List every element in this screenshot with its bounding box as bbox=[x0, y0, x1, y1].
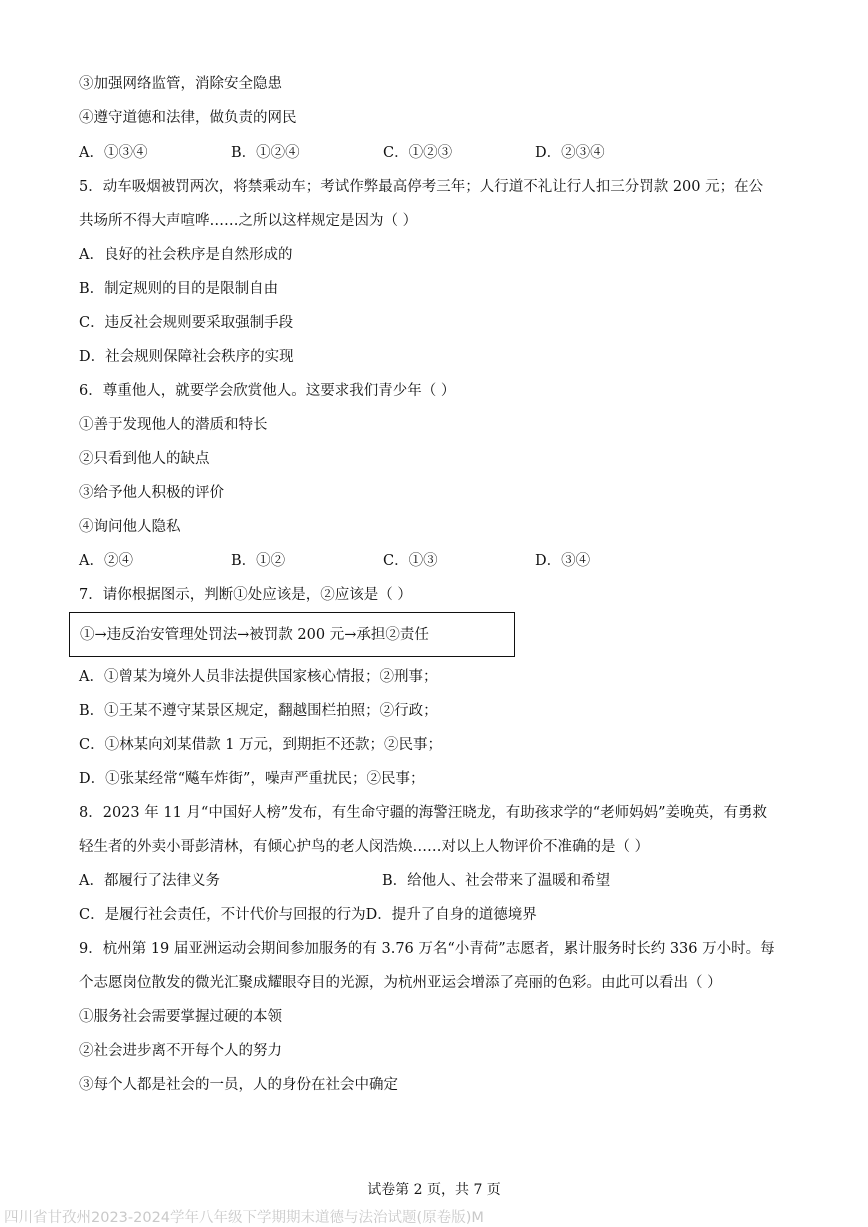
q7-option-c: C．①林某向刘某借款 1 万元，到期拒不还款；②民事； bbox=[79, 737, 443, 753]
option-b: B．①②④ bbox=[231, 145, 300, 161]
q5-option-c: C．违反社会规则要采取强制手段 bbox=[79, 315, 294, 331]
q6-item-4: ④询问他人隐私 bbox=[79, 519, 181, 535]
q9-stem-line2: 个志愿岗位散发的微光汇聚成耀眼夺目的光源，为杭州亚运会增添了亮丽的色彩。由此可以看出（ ） bbox=[79, 975, 722, 991]
q8-options-row1 bbox=[79, 871, 610, 891]
q7-option-d: D．①张某经常“飚车炸街”，噪声严重扰民；②民事； bbox=[79, 771, 425, 787]
q8-options-row2 bbox=[79, 905, 537, 925]
q5-option-d: D．社会规则保障社会秩序的实现 bbox=[79, 349, 294, 365]
document-watermark: 四川省甘孜州2023-2024学年八年级下学期期末道德与法治试题(原卷版)M bbox=[4, 1210, 484, 1226]
q7-option-b: B．①王某不遵守某景区规定，翻越围栏拍照；②行政； bbox=[79, 703, 438, 719]
q7-diagram-box bbox=[69, 612, 515, 657]
q5-stem-line1: 5．动车吸烟被罚两次，将禁乘动车；考试作弊最高停考三年；人行道不礼让行人扣三分罚款 200 元；在公 bbox=[79, 179, 764, 195]
option-a: A．②④ bbox=[79, 553, 133, 569]
option-c: C．①③ bbox=[383, 553, 438, 569]
option-b: B．①② bbox=[231, 553, 286, 569]
item-4: ④遵守道德和法律，做负责的网民 bbox=[79, 110, 297, 126]
q7-option-a: A．①曾某为境外人员非法提供国家核心情报；②刑事； bbox=[79, 669, 438, 685]
page-footer: 试卷第 2 页，共 7 页 bbox=[367, 1182, 501, 1198]
q7-diagram-text: ①→违反治安管理处罚法→被罚款 200 元→承担②责任 bbox=[80, 627, 429, 643]
option-b: B．给他人、社会带来了温暖和希望 bbox=[382, 873, 611, 889]
q7-stem: 7．请你根据图示，判断①处应该是，②应该是（ ） bbox=[79, 587, 412, 603]
option-d: D．②③④ bbox=[535, 145, 605, 161]
q9-item-2: ②社会进步离不开每个人的努力 bbox=[79, 1043, 282, 1059]
option-d: D．提升了自身的道德境界 bbox=[365, 907, 537, 923]
q4-options bbox=[79, 143, 605, 163]
q9-stem-line1: 9．杭州第 19 届亚洲运动会期间参加服务的有 3.76 万名“小青荷”志愿者，累计服务时长约 336 万小时。每 bbox=[79, 941, 775, 957]
q8-stem-line1: 8．2023 年 11 月“中国好人榜”发布，有生命守疆的海警汪晓龙，有助孩求学的“老师妈妈”姜晚英，有勇救 bbox=[79, 805, 768, 821]
item-3: ③加强网络监管，消除安全隐患 bbox=[79, 76, 282, 92]
q6-options bbox=[79, 551, 590, 571]
q6-item-1: ①善于发现他人的潜质和特长 bbox=[79, 417, 268, 433]
q9-item-1: ①服务社会需要掌握过硬的本领 bbox=[79, 1009, 282, 1025]
q6-stem: 6．尊重他人，就要学会欣赏他人。这要求我们青少年（ ） bbox=[79, 383, 456, 399]
q6-item-3: ③给予他人积极的评价 bbox=[79, 485, 224, 501]
option-d: D．③④ bbox=[535, 553, 591, 569]
option-c: C．①②③ bbox=[383, 145, 453, 161]
q9-item-3: ③每个人都是社会的一员，人的身份在社会中确定 bbox=[79, 1077, 398, 1093]
q8-stem-line2: 轻生者的外卖小哥彭清林，有倾心护鸟的老人闵浩焕……对以上人物评价不准确的是（ ） bbox=[79, 839, 650, 855]
q5-option-a: A．良好的社会秩序是自然形成的 bbox=[79, 247, 293, 263]
q5-stem-line2: 共场所不得大声喧哗……之所以这样规定是因为（ ） bbox=[79, 213, 418, 229]
q5-option-b: B．制定规则的目的是限制自由 bbox=[79, 281, 279, 297]
option-c: C．是履行社会责任，不计代价与回报的行为 bbox=[79, 907, 366, 923]
q6-item-2: ②只看到他人的缺点 bbox=[79, 451, 210, 467]
option-a: A．①③④ bbox=[79, 145, 148, 161]
option-a: A．都履行了法律义务 bbox=[79, 873, 220, 889]
